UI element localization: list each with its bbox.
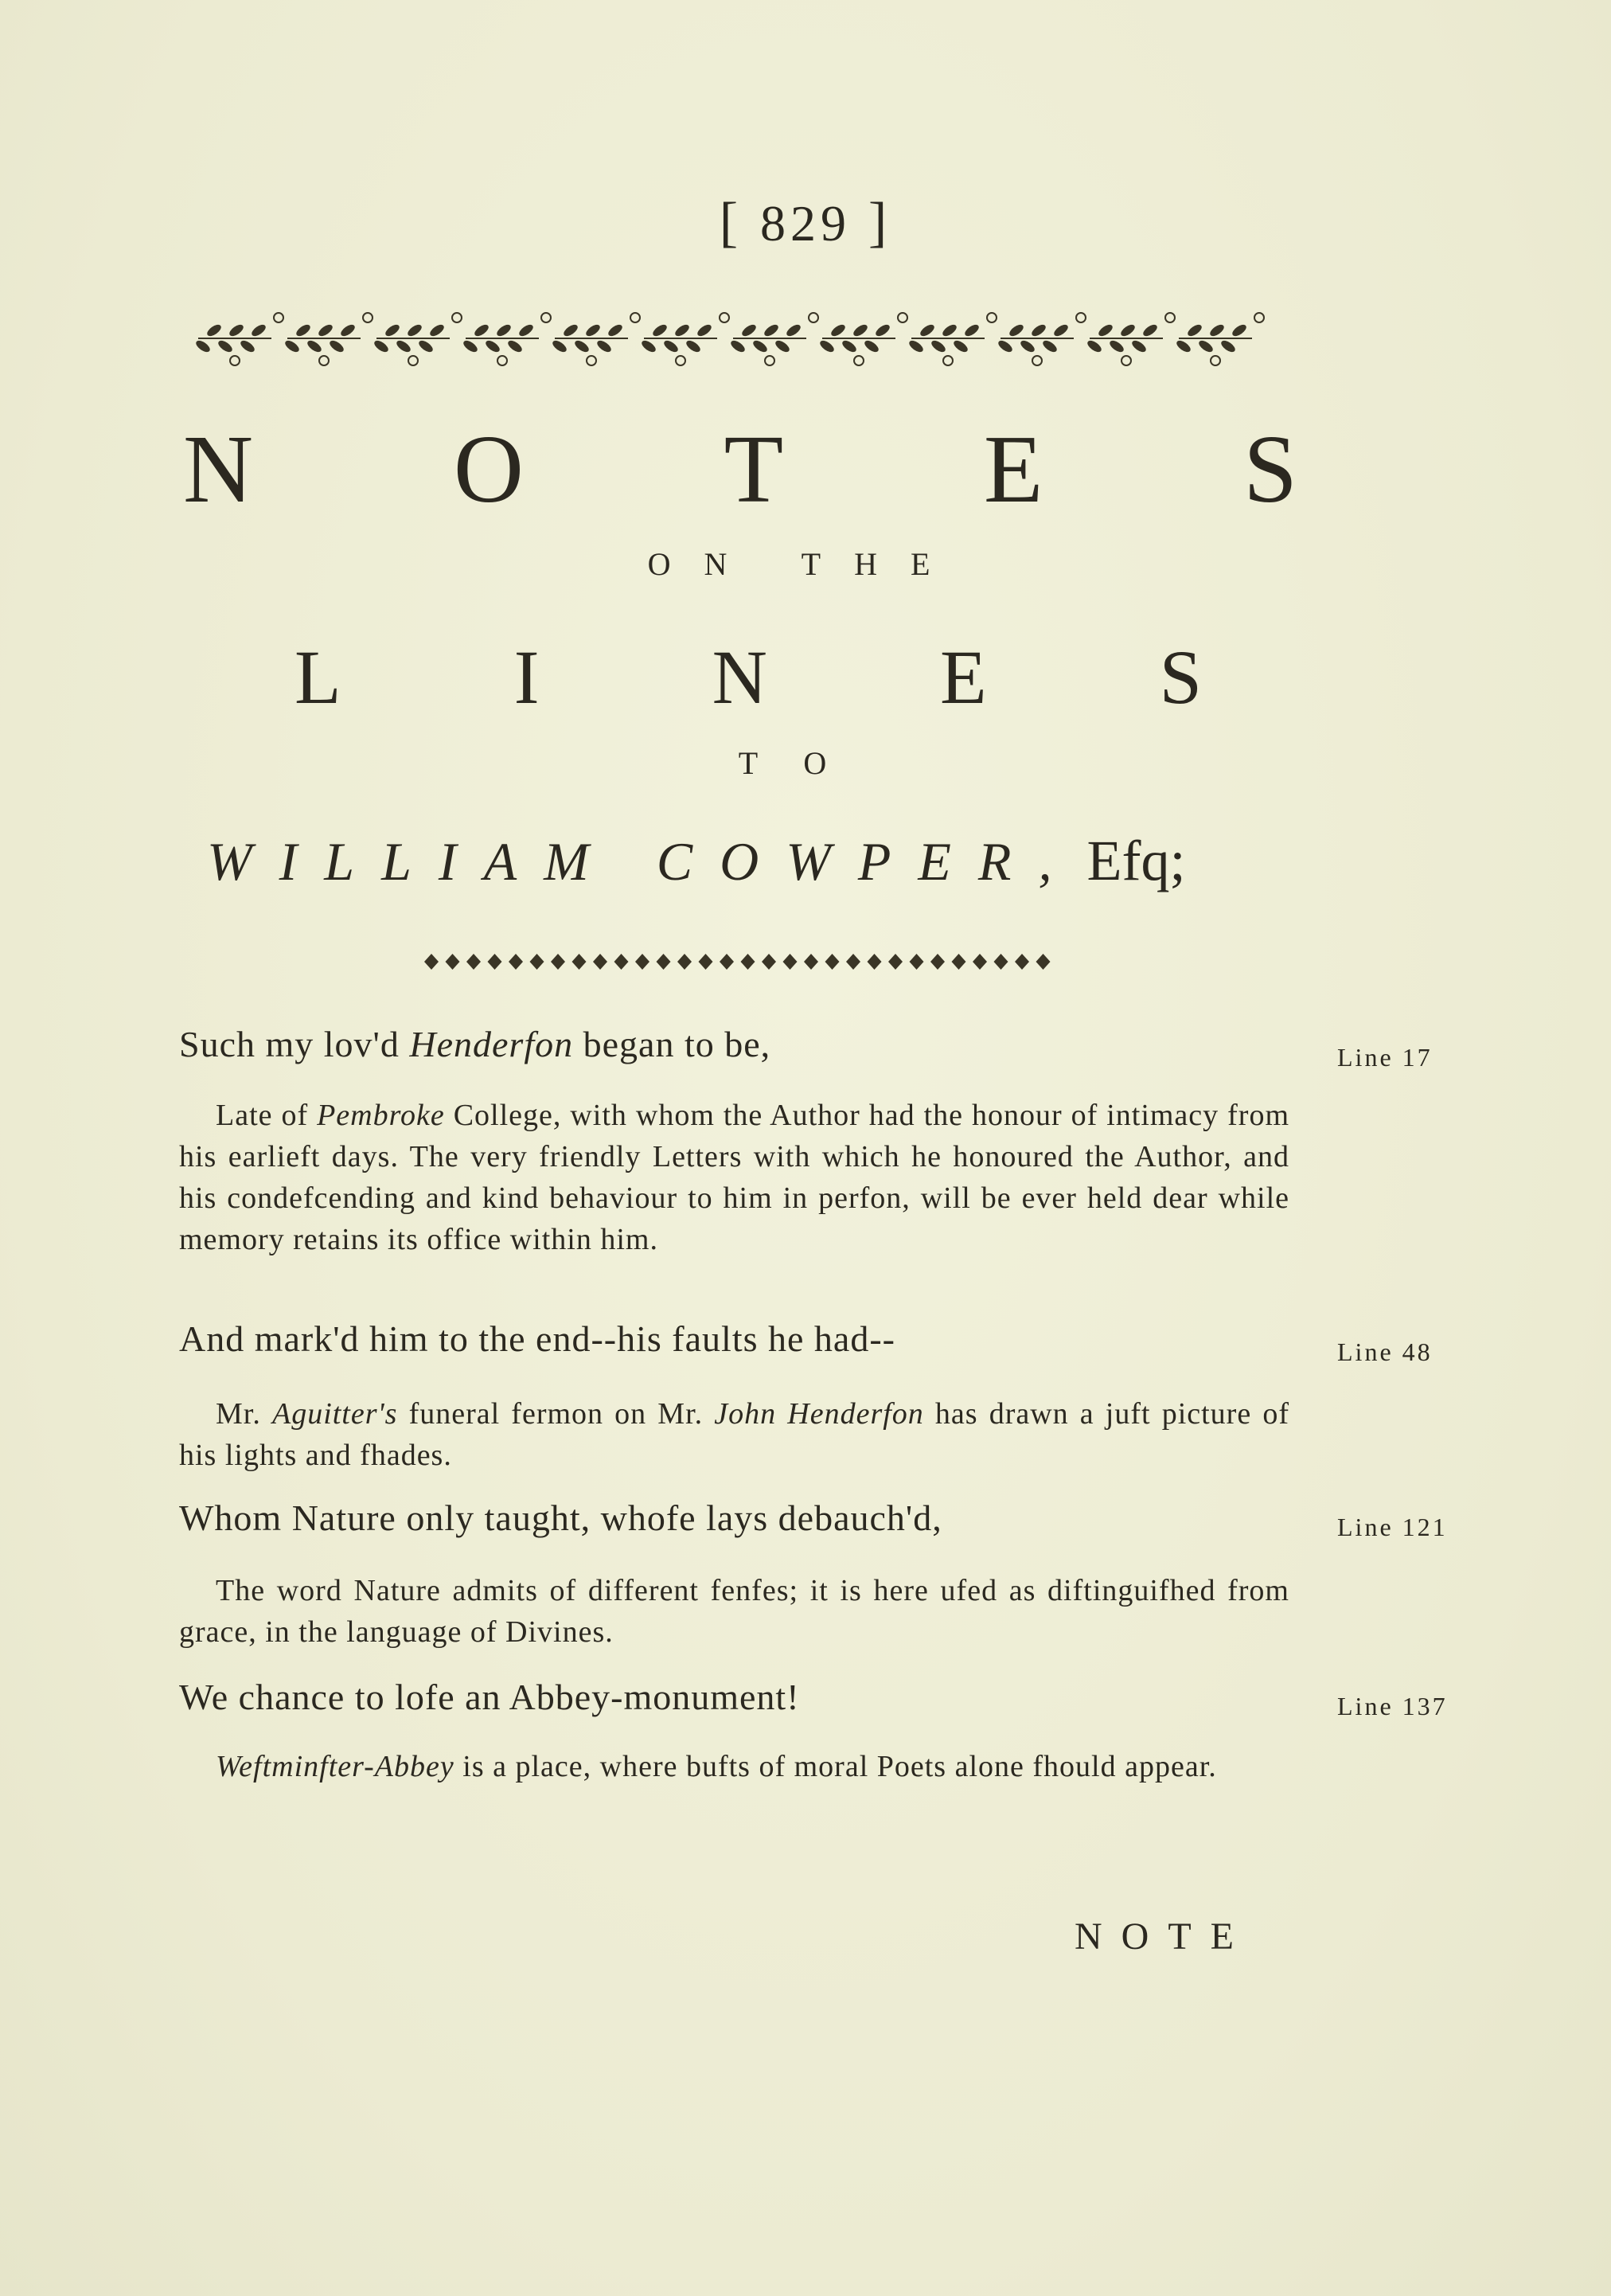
fleuron bbox=[952, 954, 966, 970]
fleuron bbox=[509, 954, 523, 970]
fleuron bbox=[825, 954, 840, 970]
note-indent bbox=[179, 1099, 216, 1132]
fleuron bbox=[930, 954, 945, 970]
fleuron bbox=[657, 954, 671, 970]
fleuron bbox=[699, 954, 713, 970]
note-text bbox=[179, 1570, 1289, 1653]
title-letter: E bbox=[939, 635, 987, 720]
notes-title bbox=[183, 414, 1297, 525]
note-part: has drawn a juft picture of his lights and fhades. bbox=[179, 1397, 1289, 1472]
folio-open-bracket: [ bbox=[719, 192, 743, 253]
note-italic: Aguitter's bbox=[271, 1397, 398, 1431]
line-reference: Line 137 bbox=[1337, 1692, 1448, 1720]
fleuron bbox=[466, 954, 481, 970]
verse-text: Whom Nature only taught, whofe lays debauch'd, bbox=[179, 1497, 942, 1538]
ornamental-rule bbox=[422, 951, 1051, 972]
on-the-subtitle: ON THE bbox=[647, 546, 964, 582]
garland-sprig bbox=[284, 313, 373, 365]
fleuron bbox=[572, 954, 587, 970]
note-part: Mr. bbox=[216, 1397, 272, 1431]
note-part: College, with whom the Author had the honour of intimacy from his earlieft days. The very friendly Letters with which he honoured the Author, and his condefcending and kind behaviour to him in perfon, will be ever held dear while memory retains its office within him. bbox=[179, 1099, 1289, 1256]
fleuron bbox=[973, 954, 987, 970]
title-letter: S bbox=[1243, 416, 1297, 523]
garland-sprig bbox=[997, 313, 1086, 365]
ornamental-garland-headpiece bbox=[187, 307, 1285, 370]
garland-sprig bbox=[1176, 313, 1264, 365]
title-letter: O bbox=[453, 416, 524, 523]
fleuron bbox=[783, 954, 798, 970]
fleuron bbox=[677, 954, 692, 970]
fleuron bbox=[593, 954, 607, 970]
garland-sprig bbox=[462, 313, 551, 365]
garland-sprig bbox=[908, 313, 997, 365]
verse-text: Such my lov'd bbox=[179, 1024, 410, 1064]
verse-quotation bbox=[179, 1023, 1293, 1065]
fleuron bbox=[1036, 954, 1051, 970]
title-letter: T bbox=[724, 416, 784, 523]
fleuron bbox=[762, 954, 776, 970]
note-text bbox=[179, 1746, 1289, 1787]
note-indent bbox=[179, 1750, 216, 1783]
verse-quotation bbox=[179, 1497, 1293, 1539]
title-letter: N bbox=[183, 416, 254, 523]
fleuron bbox=[994, 954, 1008, 970]
fleuron bbox=[868, 954, 882, 970]
note-indent bbox=[179, 1574, 216, 1607]
fleuron bbox=[446, 954, 460, 970]
note-part: The word Nature admits of different fenfes; it is here ufed as diftinguifhed from grace, in the language of Divines. bbox=[179, 1574, 1289, 1649]
catchword: NOTE bbox=[1075, 1915, 1253, 1958]
folio-close-bracket: ] bbox=[868, 192, 892, 253]
title-letter: I bbox=[513, 635, 540, 720]
title-letter: L bbox=[295, 635, 341, 720]
garland-sprig bbox=[819, 313, 907, 365]
title-letter: S bbox=[1159, 635, 1202, 720]
dedicatee-name: WILLIAM COWPER, bbox=[207, 831, 1079, 892]
verse-text: began to be, bbox=[573, 1024, 771, 1064]
garland-sprig bbox=[552, 313, 640, 365]
fleuron bbox=[888, 954, 903, 970]
verse-text: We chance to lofe an Abbey-monument! bbox=[179, 1677, 800, 1717]
note-indent bbox=[179, 1397, 216, 1431]
note-italic: Weftminfter-Abbey bbox=[216, 1750, 454, 1783]
title-letter: N bbox=[712, 635, 767, 720]
fleuron bbox=[424, 954, 439, 970]
note-italic: John Henderfon bbox=[714, 1397, 924, 1431]
line-reference: Line 17 bbox=[1337, 1043, 1433, 1072]
verse-quotation bbox=[179, 1676, 1293, 1718]
fleuron bbox=[614, 954, 629, 970]
garland-sprig bbox=[641, 313, 729, 365]
fleuron bbox=[741, 954, 755, 970]
fleuron bbox=[530, 954, 544, 970]
fleuron bbox=[1015, 954, 1029, 970]
dedicatee-suffix: Efq; bbox=[1086, 829, 1186, 892]
fleuron bbox=[804, 954, 818, 970]
garland-sprig bbox=[730, 313, 818, 365]
to-subtitle: TO bbox=[738, 745, 873, 781]
fleuron bbox=[635, 954, 649, 970]
note-italic: Pembroke bbox=[317, 1099, 445, 1132]
note-part: is a place, where bufts of moral Poets alone fhould appear. bbox=[454, 1750, 1217, 1783]
lines-title bbox=[295, 633, 1202, 721]
note-text bbox=[179, 1393, 1289, 1476]
verse-italic: Henderfon bbox=[409, 1024, 574, 1064]
dedicatee-heading bbox=[207, 828, 1321, 894]
garland-sprig bbox=[373, 313, 462, 365]
line-reference: Line 48 bbox=[1337, 1337, 1433, 1366]
note-part: funeral fermon on Mr. bbox=[397, 1397, 715, 1431]
verse-text: And mark'd him to the end--his faults he had-- bbox=[179, 1318, 895, 1359]
fleuron bbox=[846, 954, 860, 970]
fleuron bbox=[910, 954, 924, 970]
note-text bbox=[179, 1095, 1289, 1260]
garland-sprig bbox=[195, 313, 283, 365]
title-letter: E bbox=[983, 416, 1043, 523]
folio-number: 829 bbox=[760, 195, 851, 252]
page-number bbox=[0, 191, 1611, 255]
fleuron bbox=[551, 954, 565, 970]
garland-sprig bbox=[1086, 313, 1175, 365]
fleuron bbox=[720, 954, 734, 970]
verse-quotation bbox=[179, 1318, 1293, 1360]
fleuron bbox=[488, 954, 502, 970]
line-reference: Line 121 bbox=[1337, 1513, 1448, 1541]
note-part: Late of bbox=[216, 1099, 318, 1132]
